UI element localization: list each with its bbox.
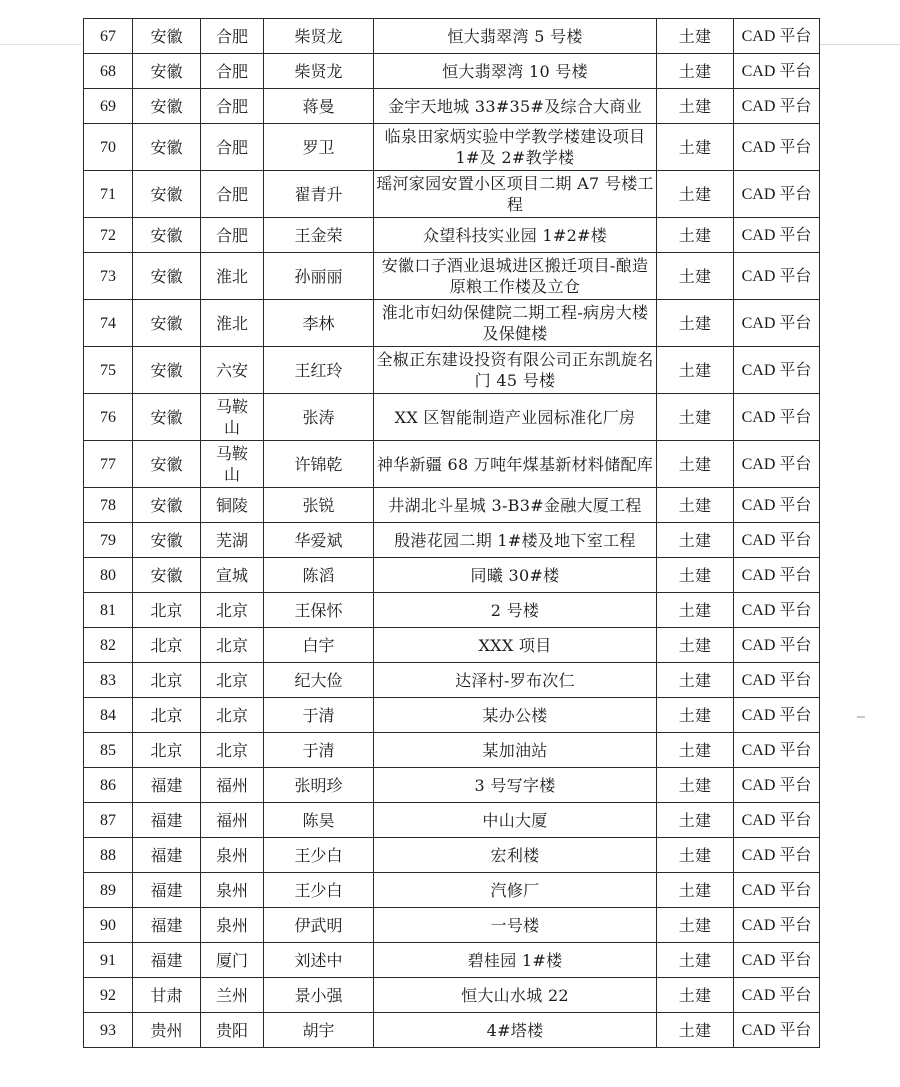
city-cell: [201, 733, 264, 768]
table-row: [84, 733, 820, 768]
table-body: [84, 19, 820, 1048]
city-cell: [201, 768, 264, 803]
table-row: [84, 558, 820, 593]
city-cell: [201, 838, 264, 873]
table-row: [84, 300, 820, 347]
project-name-cell: 殷港花园二期 1#楼及地下室工程: [374, 523, 657, 558]
project-name-cell: 某办公楼: [374, 698, 657, 733]
city-text: 福州: [215, 810, 248, 830]
person-name-cell: 李林: [264, 300, 374, 347]
table-row: [84, 803, 820, 838]
person-name-cell: 蒋曼: [264, 89, 374, 124]
province-cell: 安徽: [133, 218, 201, 253]
discipline-cell: 土建: [657, 488, 734, 523]
city-text: 六安: [215, 360, 248, 380]
row-number: 76: [84, 394, 133, 441]
table-row: [84, 347, 820, 394]
platform-cell: CAD 平台: [734, 873, 820, 908]
city-text: 泉州: [215, 915, 248, 935]
city-cell: [201, 19, 264, 54]
city-text: 厦门: [215, 950, 248, 970]
project-name-cell: 3 号写字楼: [374, 768, 657, 803]
discipline-cell: 土建: [657, 698, 734, 733]
city-text: 兰州: [215, 985, 248, 1005]
city-text: 淮北: [215, 313, 248, 333]
city-cell: [201, 698, 264, 733]
platform-cell: CAD 平台: [734, 218, 820, 253]
province-cell: 安徽: [133, 394, 201, 441]
row-number: 68: [84, 54, 133, 89]
province-cell: 安徽: [133, 89, 201, 124]
city-text: 淮北: [215, 266, 248, 286]
project-name-cell: 碧桂园 1#楼: [374, 943, 657, 978]
platform-cell: CAD 平台: [734, 394, 820, 441]
discipline-cell: 土建: [657, 803, 734, 838]
city-text: 马鞍山: [215, 397, 248, 437]
city-text: 贵阳: [215, 1020, 248, 1040]
discipline-cell: 土建: [657, 218, 734, 253]
project-name-cell: 同曦 30#楼: [374, 558, 657, 593]
discipline-cell: 土建: [657, 873, 734, 908]
city-text: 北京: [215, 600, 248, 620]
discipline-cell: 土建: [657, 441, 734, 488]
discipline-cell: 土建: [657, 89, 734, 124]
province-cell: 安徽: [133, 253, 201, 300]
city-text: 铜陵: [215, 495, 248, 515]
table-row: [84, 89, 820, 124]
platform-cell: CAD 平台: [734, 488, 820, 523]
row-number: 85: [84, 733, 133, 768]
person-name-cell: 华爱斌: [264, 523, 374, 558]
table-row: [84, 1013, 820, 1048]
project-name-cell: 汽修厂: [374, 873, 657, 908]
row-number: 88: [84, 838, 133, 873]
city-text: 合肥: [215, 184, 248, 204]
platform-cell: CAD 平台: [734, 663, 820, 698]
city-cell: [201, 441, 264, 488]
discipline-cell: 土建: [657, 558, 734, 593]
city-cell: [201, 300, 264, 347]
person-name-cell: 孙丽丽: [264, 253, 374, 300]
scan-artifact-dot: [857, 716, 865, 718]
platform-cell: CAD 平台: [734, 978, 820, 1013]
row-number: 71: [84, 171, 133, 218]
city-text: 合肥: [215, 96, 248, 116]
city-text: 北京: [215, 635, 248, 655]
discipline-cell: 土建: [657, 943, 734, 978]
city-text: 福州: [215, 775, 248, 795]
project-name-cell: 神华新疆 68 万吨年煤基新材料储配库: [374, 441, 657, 488]
person-name-cell: 于清: [264, 698, 374, 733]
row-number: 93: [84, 1013, 133, 1048]
person-name-cell: 罗卫: [264, 124, 374, 171]
city-cell: [201, 253, 264, 300]
city-cell: [201, 394, 264, 441]
city-text: 泉州: [215, 880, 248, 900]
row-number: 73: [84, 253, 133, 300]
project-name-cell: 全椒正东建设投资有限公司正东凯旋名门 45 号楼: [374, 347, 657, 394]
discipline-cell: 土建: [657, 253, 734, 300]
province-cell: 福建: [133, 803, 201, 838]
city-text: 合肥: [215, 61, 248, 81]
platform-cell: CAD 平台: [734, 733, 820, 768]
person-name-cell: 陈滔: [264, 558, 374, 593]
discipline-cell: 土建: [657, 523, 734, 558]
project-name-cell: 众望科技实业园 1#2#楼: [374, 218, 657, 253]
platform-cell: CAD 平台: [734, 441, 820, 488]
project-name-cell: 安徽口子酒业退城进区搬迁项目-酿造原粮工作楼及立仓: [374, 253, 657, 300]
city-text: 宣城: [215, 565, 248, 585]
table-row: [84, 873, 820, 908]
row-number: 82: [84, 628, 133, 663]
person-name-cell: 柴贤龙: [264, 54, 374, 89]
city-cell: [201, 908, 264, 943]
city-cell: [201, 218, 264, 253]
project-name-cell: 中山大厦: [374, 803, 657, 838]
row-number: 91: [84, 943, 133, 978]
platform-cell: CAD 平台: [734, 1013, 820, 1048]
project-name-cell: 恒大翡翠湾 10 号楼: [374, 54, 657, 89]
row-number: 92: [84, 978, 133, 1013]
person-name-cell: 翟青升: [264, 171, 374, 218]
city-cell: [201, 124, 264, 171]
province-cell: 安徽: [133, 441, 201, 488]
province-cell: 安徽: [133, 523, 201, 558]
province-cell: 安徽: [133, 54, 201, 89]
scan-artifact-line: [0, 44, 82, 45]
table-row: [84, 19, 820, 54]
discipline-cell: 土建: [657, 54, 734, 89]
table-row: [84, 978, 820, 1013]
project-name-cell: XXX 项目: [374, 628, 657, 663]
platform-cell: CAD 平台: [734, 768, 820, 803]
platform-cell: CAD 平台: [734, 838, 820, 873]
city-cell: [201, 803, 264, 838]
person-name-cell: 张明珍: [264, 768, 374, 803]
province-cell: 北京: [133, 628, 201, 663]
city-cell: [201, 1013, 264, 1048]
city-text: 合肥: [215, 26, 248, 46]
platform-cell: CAD 平台: [734, 171, 820, 218]
person-name-cell: 景小强: [264, 978, 374, 1013]
province-cell: 北京: [133, 733, 201, 768]
city-text: 芜湖: [215, 530, 248, 550]
project-name-cell: 金宇天地城 33#35#及综合大商业: [374, 89, 657, 124]
platform-cell: CAD 平台: [734, 908, 820, 943]
platform-cell: CAD 平台: [734, 253, 820, 300]
discipline-cell: 土建: [657, 978, 734, 1013]
person-name-cell: 柴贤龙: [264, 19, 374, 54]
row-number: 90: [84, 908, 133, 943]
discipline-cell: 土建: [657, 394, 734, 441]
province-cell: 安徽: [133, 19, 201, 54]
city-text: 北京: [215, 740, 248, 760]
row-number: 69: [84, 89, 133, 124]
province-cell: 福建: [133, 908, 201, 943]
city-cell: [201, 171, 264, 218]
person-name-cell: 陈昊: [264, 803, 374, 838]
table-row: [84, 838, 820, 873]
platform-cell: CAD 平台: [734, 698, 820, 733]
province-cell: 安徽: [133, 300, 201, 347]
row-number: 75: [84, 347, 133, 394]
person-name-cell: 张涛: [264, 394, 374, 441]
discipline-cell: 土建: [657, 300, 734, 347]
scan-artifact-line: [820, 44, 900, 45]
discipline-cell: 土建: [657, 171, 734, 218]
discipline-cell: 土建: [657, 663, 734, 698]
city-text: 合肥: [215, 225, 248, 245]
row-number: 81: [84, 593, 133, 628]
table-row: [84, 698, 820, 733]
project-name-cell: XX 区智能制造产业园标准化厂房: [374, 394, 657, 441]
province-cell: 安徽: [133, 347, 201, 394]
province-cell: 贵州: [133, 1013, 201, 1048]
province-cell: 安徽: [133, 558, 201, 593]
platform-cell: CAD 平台: [734, 593, 820, 628]
row-number: 77: [84, 441, 133, 488]
row-number: 89: [84, 873, 133, 908]
platform-cell: CAD 平台: [734, 89, 820, 124]
province-cell: 北京: [133, 593, 201, 628]
city-text: 马鞍山: [215, 444, 248, 484]
discipline-cell: 土建: [657, 1013, 734, 1048]
discipline-cell: 土建: [657, 19, 734, 54]
city-cell: [201, 628, 264, 663]
table-row: [84, 171, 820, 218]
project-name-cell: 某加油站: [374, 733, 657, 768]
table-row: [84, 394, 820, 441]
platform-cell: CAD 平台: [734, 19, 820, 54]
discipline-cell: 土建: [657, 593, 734, 628]
province-cell: 福建: [133, 838, 201, 873]
person-name-cell: 王保怀: [264, 593, 374, 628]
province-cell: 福建: [133, 943, 201, 978]
platform-cell: CAD 平台: [734, 523, 820, 558]
person-name-cell: 刘述中: [264, 943, 374, 978]
project-name-cell: 2 号楼: [374, 593, 657, 628]
province-cell: 安徽: [133, 488, 201, 523]
city-cell: [201, 523, 264, 558]
project-name-cell: 一号楼: [374, 908, 657, 943]
platform-cell: CAD 平台: [734, 300, 820, 347]
province-cell: 北京: [133, 663, 201, 698]
project-name-cell: 达泽村-罗布次仁: [374, 663, 657, 698]
project-name-cell: 临泉田家炳实验中学教学楼建设项目 1#及 2#教学楼: [374, 124, 657, 171]
platform-cell: CAD 平台: [734, 558, 820, 593]
platform-cell: CAD 平台: [734, 124, 820, 171]
project-name-cell: 瑶河家园安置小区项目二期 A7 号楼工程: [374, 171, 657, 218]
row-number: 86: [84, 768, 133, 803]
row-number: 78: [84, 488, 133, 523]
table-row: [84, 488, 820, 523]
discipline-cell: 土建: [657, 768, 734, 803]
project-name-cell: 恒大山水城 22: [374, 978, 657, 1013]
person-name-cell: 张锐: [264, 488, 374, 523]
table-row: [84, 54, 820, 89]
platform-cell: CAD 平台: [734, 628, 820, 663]
discipline-cell: 土建: [657, 733, 734, 768]
city-cell: [201, 558, 264, 593]
table-row: [84, 663, 820, 698]
person-name-cell: 于清: [264, 733, 374, 768]
platform-cell: CAD 平台: [734, 347, 820, 394]
person-name-cell: 胡宇: [264, 1013, 374, 1048]
city-cell: [201, 593, 264, 628]
platform-cell: CAD 平台: [734, 943, 820, 978]
project-name-cell: 宏利楼: [374, 838, 657, 873]
city-cell: [201, 873, 264, 908]
table-row: [84, 218, 820, 253]
city-text: 泉州: [215, 845, 248, 865]
discipline-cell: 土建: [657, 628, 734, 663]
city-cell: [201, 347, 264, 394]
project-name-cell: 4#塔楼: [374, 1013, 657, 1048]
table-row: [84, 943, 820, 978]
table-row: [84, 628, 820, 663]
person-name-cell: 王少白: [264, 838, 374, 873]
city-text: 合肥: [215, 137, 248, 157]
table-row: [84, 523, 820, 558]
row-number: 74: [84, 300, 133, 347]
city-cell: [201, 943, 264, 978]
row-number: 72: [84, 218, 133, 253]
project-name-cell: 井湖北斗星城 3-B3#金融大厦工程: [374, 488, 657, 523]
row-number: 67: [84, 19, 133, 54]
province-cell: 福建: [133, 768, 201, 803]
person-name-cell: 白宇: [264, 628, 374, 663]
city-cell: [201, 978, 264, 1013]
row-number: 83: [84, 663, 133, 698]
province-cell: 福建: [133, 873, 201, 908]
table-row: [84, 908, 820, 943]
city-text: 北京: [215, 705, 248, 725]
person-name-cell: 王红玲: [264, 347, 374, 394]
city-cell: [201, 89, 264, 124]
province-cell: 甘肃: [133, 978, 201, 1013]
row-number: 84: [84, 698, 133, 733]
platform-cell: CAD 平台: [734, 803, 820, 838]
person-name-cell: 纪大俭: [264, 663, 374, 698]
platform-cell: CAD 平台: [734, 54, 820, 89]
person-name-cell: 王金荣: [264, 218, 374, 253]
project-name-cell: 恒大翡翠湾 5 号楼: [374, 19, 657, 54]
project-list-table: [83, 18, 820, 1048]
city-cell: [201, 54, 264, 89]
row-number: 70: [84, 124, 133, 171]
province-cell: 安徽: [133, 124, 201, 171]
person-name-cell: 王少白: [264, 873, 374, 908]
city-cell: [201, 488, 264, 523]
discipline-cell: 土建: [657, 347, 734, 394]
province-cell: 北京: [133, 698, 201, 733]
table-row: [84, 441, 820, 488]
row-number: 79: [84, 523, 133, 558]
person-name-cell: 伊武明: [264, 908, 374, 943]
province-cell: 安徽: [133, 171, 201, 218]
discipline-cell: 土建: [657, 908, 734, 943]
table-row: [84, 253, 820, 300]
row-number: 87: [84, 803, 133, 838]
row-number: 80: [84, 558, 133, 593]
city-cell: [201, 663, 264, 698]
project-name-cell: 淮北市妇幼保健院二期工程-病房大楼及保健楼: [374, 300, 657, 347]
city-text: 北京: [215, 670, 248, 690]
discipline-cell: 土建: [657, 124, 734, 171]
discipline-cell: 土建: [657, 838, 734, 873]
table-row: [84, 593, 820, 628]
table-row: [84, 768, 820, 803]
table-row: [84, 124, 820, 171]
person-name-cell: 许锦乾: [264, 441, 374, 488]
